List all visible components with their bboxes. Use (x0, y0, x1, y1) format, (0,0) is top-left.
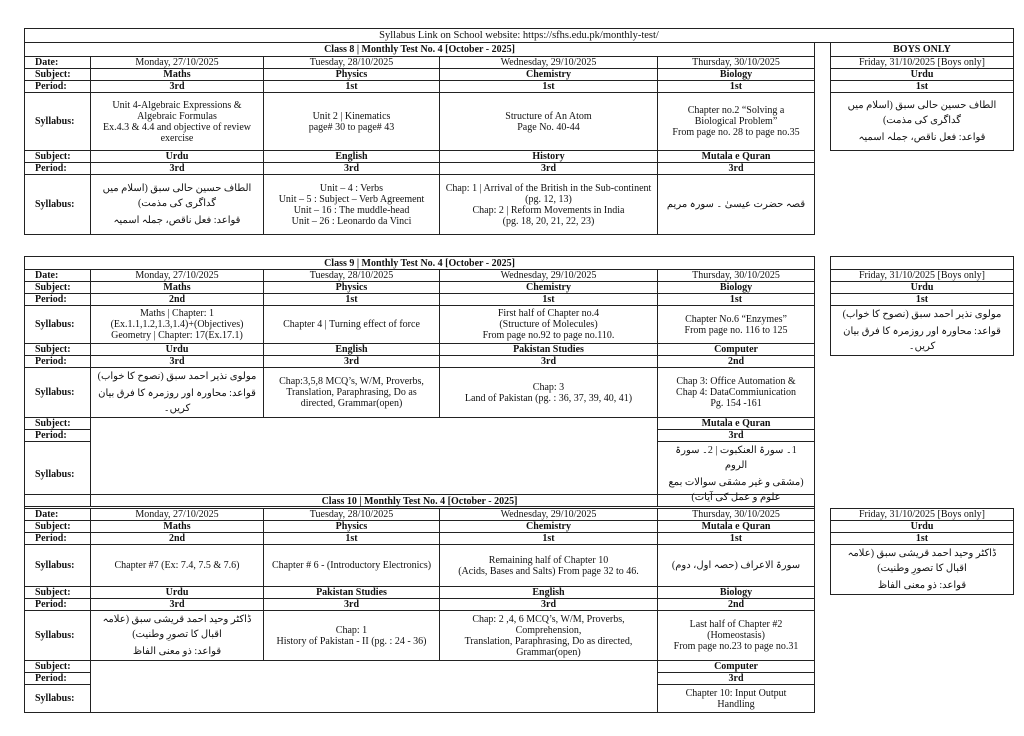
period-cell: 3rd (658, 430, 815, 442)
syllabus-label: Syllabus: (25, 175, 91, 235)
date-monday: Monday, 27/10/2025 (91, 270, 264, 282)
subject-cell: Urdu (831, 521, 1014, 533)
period-cell: 3rd (264, 599, 440, 611)
quran-syllabus-cell: قصہ حضرت عیسیٰ ۔ سورہ مریم (658, 175, 815, 235)
period-label: Period: (25, 599, 91, 611)
period-label: Period: (25, 356, 91, 368)
link-table (24, 28, 1014, 43)
period-cell: 3rd (91, 356, 264, 368)
syllabus-cell: Chapter #7 (Ex: 7.4, 7.5 & 7.6) (91, 545, 264, 587)
period-label: Period: (25, 294, 91, 306)
date-monday: Monday, 27/10/2025 (91, 509, 264, 521)
date-thursday: Thursday, 30/10/2025 (658, 57, 815, 69)
syllabus-cell: Chapter No.6 “Enzymes” From page no. 116 to 125 (658, 306, 815, 344)
period-cell: 1st (264, 294, 440, 306)
subject-label: Subject: (25, 344, 91, 356)
subject-cell: History (440, 151, 658, 163)
subject-cell: English (264, 151, 440, 163)
class10-table (24, 494, 815, 713)
syllabus-cell: Structure of An Atom Page No. 40-44 (440, 93, 658, 151)
date-friday: Friday, 31/10/2025 [Boys only] (831, 57, 1014, 69)
subject-cell: Chemistry (440, 521, 658, 533)
period-label: Period: (25, 163, 91, 175)
blank-header (831, 257, 1014, 270)
class10-friday-table (830, 508, 1014, 595)
class9-table (24, 256, 815, 507)
syllabus-label: Syllabus: (25, 368, 91, 418)
period-cell: 1st (440, 81, 658, 93)
syllabus-label: Syllabus: (25, 685, 91, 713)
subject-cell: Chemistry (440, 282, 658, 294)
urdu-grammar-line: قواعد: محاورہ اور روزمرہ کا فرق بیان کریں۔ (98, 388, 256, 414)
boys-only-header: BOYS ONLY (831, 43, 1014, 57)
date-thursday: Thursday, 30/10/2025 (658, 270, 815, 282)
date-monday: Monday, 27/10/2025 (91, 57, 264, 69)
subject-cell: Urdu (91, 151, 264, 163)
urdu-grammar-line: قواعد: ذو معنی الفاظ (132, 646, 222, 657)
subject-label: Subject: (25, 418, 91, 430)
subject-cell: Mutala e Quran (658, 521, 815, 533)
period-cell: 1st (831, 81, 1014, 93)
syllabus-cell: Unit – 4 : Verbs Unit – 5 : Subject – Verb Agreement Unit – 16 : The muddle-head Unit – 26 : Leonardo da Vinci (264, 175, 440, 235)
urdu-grammar-line: قواعد: فعل ناقص، جملہ اسمیہ (113, 215, 241, 226)
syllabus-cell: Chapter 10: Input Output Handling (658, 685, 815, 713)
urdu-syllabus-cell (91, 368, 264, 418)
subject-label: Subject: (25, 661, 91, 673)
period-cell: 2nd (658, 599, 815, 611)
date-wednesday: Wednesday, 29/10/2025 (440, 57, 658, 69)
subject-cell: Physics (264, 521, 440, 533)
quran-surah-line: 1۔ سورۃ العنکبوت | 2۔ سورۃ الروم (675, 445, 797, 471)
subject-cell: Urdu (91, 587, 264, 599)
date-wednesday: Wednesday, 29/10/2025 (440, 270, 658, 282)
subject-cell: Maths (91, 282, 264, 294)
period-cell: 1st (831, 294, 1014, 306)
urdu-grammar-line: قواعد: فعل ناقص، جملہ اسمیہ (858, 132, 986, 143)
date-friday: Friday, 31/10/2025 [Boys only] (831, 270, 1014, 282)
period-cell: 3rd (440, 163, 658, 175)
date-label: Date: (25, 270, 91, 282)
period-cell: 1st (264, 533, 440, 545)
quran-syllabus-cell: سورۃ الاعراف (حصہ اول، دوم) (658, 545, 815, 587)
class10-title: Class 10 | Monthly Test No. 4 [October - 2025] (25, 495, 815, 509)
subject-cell: Computer (658, 661, 815, 673)
period-cell: 1st (440, 533, 658, 545)
urdu-syllabus-cell (91, 175, 264, 235)
syllabus-label: Syllabus: (25, 442, 91, 507)
syllabus-cell: Unit 4-Algebraic Expressions & Algebraic Formulas Ex.4.3 & 4.4 and objective of review exercise (91, 93, 264, 151)
period-cell: 3rd (440, 356, 658, 368)
syllabus-cell: Chapter no.2 “Solving a Biological Problem” From page no. 28 to page no.35 (658, 93, 815, 151)
urdu-syllabus-cell (831, 93, 1014, 151)
date-friday: Friday, 31/10/2025 [Boys only] (831, 509, 1014, 521)
subject-label: Subject: (25, 151, 91, 163)
period-cell: 1st (658, 294, 815, 306)
syllabus-label: Syllabus: (25, 306, 91, 344)
syllabus-cell: Chap: 1 History of Pakistan - II (pg. : 24 - 36) (264, 611, 440, 661)
subject-label: Subject: (25, 69, 91, 81)
period-cell: 3rd (658, 673, 815, 685)
period-cell: 1st (831, 533, 1014, 545)
class8-title: Class 8 | Monthly Test No. 4 [October - 2025] (25, 43, 815, 57)
date-tuesday: Tuesday, 28/10/2025 (264, 509, 440, 521)
quran-questions-line: (مشقی و غیر مشقی سوالات بمع علوم و عمل کی آیات) (668, 477, 804, 503)
syllabus-cell: Unit 2 | Kinematics page# 30 to page# 43 (264, 93, 440, 151)
subject-cell: Mutala e Quran (658, 418, 815, 430)
subject-cell: Biology (658, 282, 815, 294)
urdu-syllabus-cell (91, 611, 264, 661)
syllabus-cell: Chap 3: Office Automation & Chap 4: DataCommiunication Pg. 154 -161 (658, 368, 815, 418)
period-cell: 3rd (658, 163, 815, 175)
syllabus-cell: First half of Chapter no.4 (Structure of Molecules) From page no.92 to page no.110. (440, 306, 658, 344)
period-label: Period: (25, 430, 91, 442)
syllabus-cell: Chapter 4 | Turning effect of force (264, 306, 440, 344)
subject-cell: Chemistry (440, 69, 658, 81)
subject-cell: Maths (91, 521, 264, 533)
urdu-lesson-line: الطاف حسین حالی سبق (اسلام میں گداگری کی مذمت) (102, 183, 252, 209)
class8-table (24, 42, 815, 235)
date-thursday: Thursday, 30/10/2025 (658, 509, 815, 521)
urdu-syllabus-cell (831, 545, 1014, 595)
syllabus-cell: Chap:3,5,8 MCQ’s, W/M, Proverbs, Translation, Paraphrasing, Do as directed, Grammar(open) (264, 368, 440, 418)
period-cell: 3rd (440, 599, 658, 611)
website-link[interactable]: Syllabus Link on School website: https://sfhs.edu.pk/monthly-test/ (25, 29, 1014, 43)
period-cell: 1st (440, 294, 658, 306)
subject-label: Subject: (25, 282, 91, 294)
date-tuesday: Tuesday, 28/10/2025 (264, 57, 440, 69)
period-cell: 1st (658, 533, 815, 545)
syllabus-cell: Chapter # 6 - (Introductory Electronics) (264, 545, 440, 587)
date-tuesday: Tuesday, 28/10/2025 (264, 270, 440, 282)
syllabus-label: Syllabus: (25, 545, 91, 587)
class8-friday-table (830, 42, 1014, 151)
period-cell: 2nd (91, 294, 264, 306)
syllabus-cell: Chap: 1 | Arrival of the British in the Sub-continent (pg. 12, 13) Chap: 2 | Reform Movements in India (pg. 18, 20, 21, 22, 23) (440, 175, 658, 235)
period-label: Period: (25, 533, 91, 545)
period-label: Period: (25, 81, 91, 93)
subject-cell: Physics (264, 282, 440, 294)
urdu-grammar-line: قواعد: محاورہ اور روزمرہ کا فرق بیان کریں۔ (843, 326, 1001, 352)
period-label: Period: (25, 673, 91, 685)
period-cell: 1st (658, 81, 815, 93)
subject-cell: Pakistan Studies (264, 587, 440, 599)
subject-cell: Pakistan Studies (440, 344, 658, 356)
subject-cell: English (440, 587, 658, 599)
subject-cell: Biology (658, 69, 815, 81)
date-label: Date: (25, 57, 91, 69)
subject-cell: Urdu (831, 282, 1014, 294)
subject-cell: Maths (91, 69, 264, 81)
subject-cell: Urdu (91, 344, 264, 356)
class9-title: Class 9 | Monthly Test No. 4 [October - 2025] (25, 257, 815, 270)
syllabus-cell: Last half of Chapter #2 (Homeostasis) From page no.23 to page no.31 (658, 611, 815, 661)
subject-cell: Biology (658, 587, 815, 599)
date-wednesday: Wednesday, 29/10/2025 (440, 509, 658, 521)
syllabus-label: Syllabus: (25, 93, 91, 151)
period-cell: 1st (264, 81, 440, 93)
syllabus-cell: Maths | Chapter: 1 (Ex.1.1,1.2,1.3,1.4)+(Objectives) Geometry | Chapter: 17(Ex.17.1) (91, 306, 264, 344)
empty-area (91, 661, 658, 713)
subject-label: Subject: (25, 521, 91, 533)
subject-cell: English (264, 344, 440, 356)
subject-cell: Computer (658, 344, 815, 356)
period-cell: 3rd (264, 163, 440, 175)
period-cell: 3rd (91, 599, 264, 611)
urdu-lesson-line: مولوی نذیر احمد سبق (نصوح کا خواب) (97, 371, 257, 382)
subject-cell: Physics (264, 69, 440, 81)
subject-label: Subject: (25, 587, 91, 599)
urdu-syllabus-cell (831, 306, 1014, 356)
syllabus-cell: Chap: 2 ,4, 6 MCQ’s, W/M, Proverbs, Comprehension, Translation, Paraphrasing, Do as directed, Grammar(open) (440, 611, 658, 661)
syllabus-cell: Remaining half of Chapter 10 (Acids, Bases and Salts) From page 32 to 46. (440, 545, 658, 587)
urdu-lesson-line: الطاف حسین حالی سبق (اسلام میں گداگری کی مذمت) (847, 100, 997, 126)
date-label: Date: (25, 509, 91, 521)
syllabus-cell: Chap: 3 Land of Pakistan (pg. : 36, 37, 39, 40, 41) (440, 368, 658, 418)
urdu-lesson-line: ڈاکٹر وحید احمد قریشی سبق (علامہ اقبال کا تصورِ وطنیت) (102, 614, 252, 640)
class9-friday-table (830, 256, 1014, 356)
subject-cell: Mutala e Quran (658, 151, 815, 163)
period-cell: 2nd (91, 533, 264, 545)
urdu-lesson-line: مولوی نذیر احمد سبق (نصوح کا خواب) (842, 309, 1002, 320)
period-cell: 3rd (91, 81, 264, 93)
period-cell: 2nd (658, 356, 815, 368)
urdu-lesson-line: ڈاکٹر وحید احمد قریشی سبق (علامہ اقبال کا تصورِ وطنیت) (847, 548, 997, 574)
period-cell: 3rd (91, 163, 264, 175)
syllabus-label: Syllabus: (25, 611, 91, 661)
urdu-grammar-line: قواعد: ذو معنی الفاظ (877, 580, 967, 591)
period-cell: 3rd (264, 356, 440, 368)
subject-cell: Urdu (831, 69, 1014, 81)
